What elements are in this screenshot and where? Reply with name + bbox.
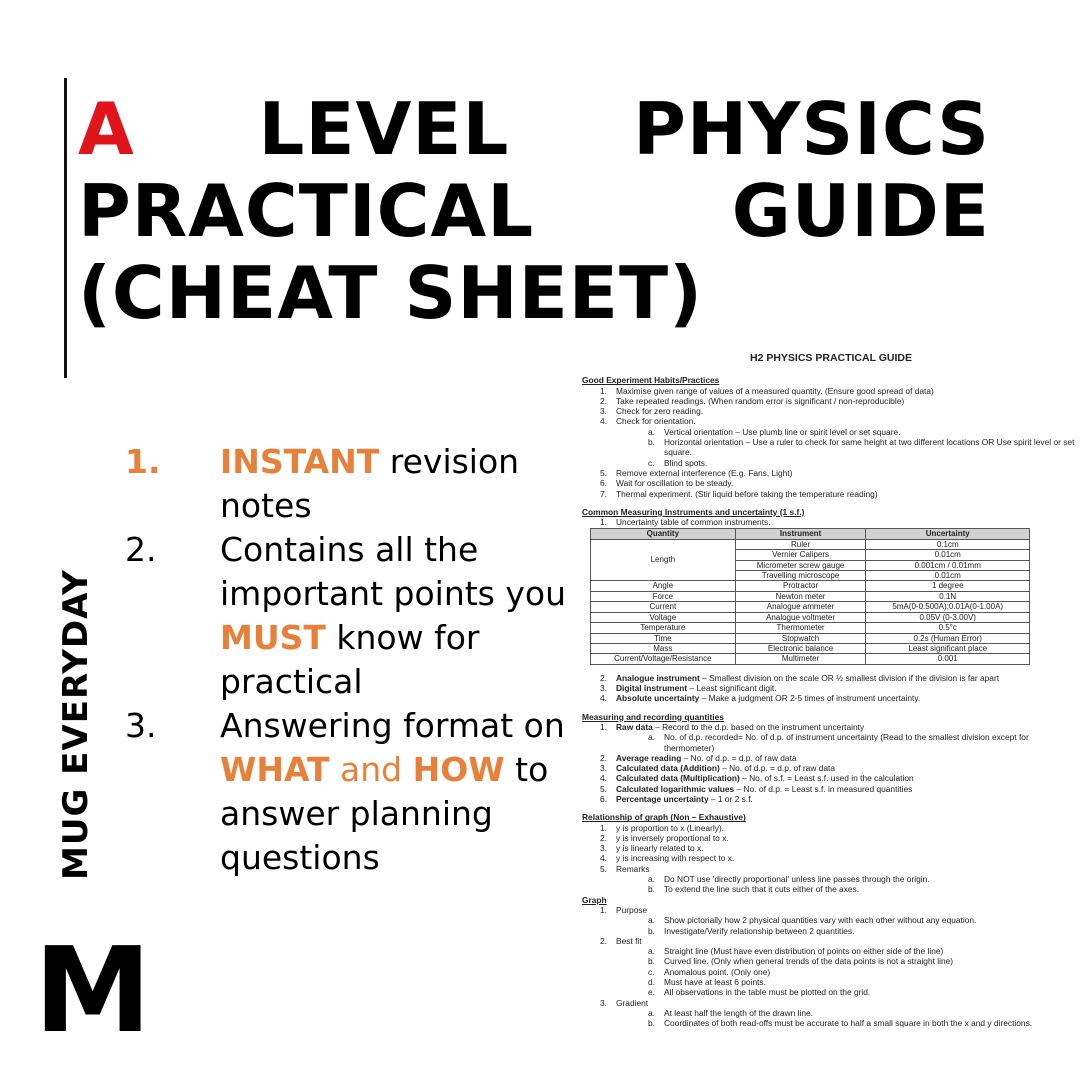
list-item-text: – Least significant digit. [687, 683, 777, 694]
list-item-text: Investigate/Verify relationship between 2 quantities. [664, 925, 855, 936]
table-row [591, 602, 1030, 612]
table-cell: Current/Voltage/Resistance [591, 654, 736, 664]
table-cell: Angle [591, 581, 736, 591]
point-body-text: Answering format on [220, 706, 565, 745]
list-item-text: All observations in the table must be plotted on the grid. [664, 987, 871, 998]
table-cell: Ruler [735, 539, 866, 549]
sub-list-item: c. Blind spots. [648, 457, 708, 468]
list-item: 2. y is inversely proportional to x. [600, 832, 729, 843]
section-heading-relationship: Relationship of graph (Non – Exhaustive) [582, 812, 746, 823]
list-item-text: Must have at least 6 points. [664, 977, 766, 988]
title-word-practical: PRACTICAL [78, 169, 535, 253]
list-item-text: Remove external interference (E.g. Fans, Light) [616, 467, 793, 478]
uncertainty-table [590, 528, 1030, 664]
list-item-text: To extend the line such that it cuts either of the axes. [664, 884, 860, 895]
feature-point-3 [125, 704, 585, 880]
table-cell: 0.1cm [866, 539, 1030, 549]
list-item [582, 693, 1080, 703]
sub-list-item: b. Coordinates of both read-offs must be accurate to half a small square in both the x and y directions. [648, 1018, 1033, 1029]
table-cell: Current [591, 602, 736, 612]
list-item-term: Absolute uncertainty [616, 693, 700, 704]
table-cell: Multimeter [735, 654, 866, 664]
table-cell: Protractor [735, 581, 866, 591]
list-item-text: y is inversely proportional to x. [616, 832, 729, 843]
table-cell: Micrometer screw gauge [735, 560, 866, 570]
point-highlight: MUST [220, 618, 326, 657]
list-item-text: – No. of d.p. = Least s.f. in measured quantities [734, 783, 913, 794]
list-item-text: Gradient [616, 997, 649, 1008]
list-item: 4. Check for orientation. [600, 416, 696, 427]
list-item-text: Vertical orientation – Use plumb line or spirit level or set square. [664, 426, 901, 437]
table-cell: 5mA(0-0.500A);0.01A(0-1.00A) [866, 602, 1030, 612]
table-row [591, 654, 1030, 664]
table-cell: 0.01cm [866, 550, 1030, 560]
list-item-text: No. of d.p. recorded= No. of d.p. of instrument uncertainty (Read to the smallest division except for thermometer) [664, 732, 1029, 753]
list-item-term: Calculated data (Multiplication) [616, 773, 740, 784]
point-body-text: know for practical [220, 618, 480, 701]
sub-list-item: a. No. of d.p. recorded= No. of d.p. of instrument uncertainty (Read to the smallest division except for thermometer) [582, 732, 1080, 753]
list-item: 3. Gradient [600, 997, 649, 1008]
section-heading-habits: Good Experiment Habits/Practices [582, 375, 720, 386]
sub-list-item: c. Anomalous point. (Only one) [648, 966, 771, 977]
list-number: 3. [600, 763, 607, 774]
list-item-term: Raw data [616, 721, 653, 732]
list-item [582, 763, 1080, 773]
list-item-text: y is linearly related to x. [616, 843, 704, 854]
list-item [582, 784, 1080, 794]
table-cell: 0.01cm [866, 571, 1030, 581]
list-item: 6. Wait for oscillation to be steady. [600, 478, 734, 489]
sub-list-item: d. Must have at least 6 points. [648, 977, 766, 988]
list-item: 3. y is linearly related to x. [600, 843, 704, 854]
list-item-text: – Smallest division on the scale OR ½ smallest division if the division is far apart [699, 672, 1000, 683]
table-cell: 1 degree [866, 581, 1030, 591]
list-item-text: Purpose [616, 904, 648, 915]
list-item-text: Maximise given range of values of a measured quantity. (Ensure good spread of data) [616, 385, 934, 396]
list-item-term: Calculated data (Addition) [616, 763, 720, 774]
table-row [591, 581, 1030, 591]
title-line-2 [78, 170, 990, 252]
sub-list-item: a. Straight line (Must have even distribution of points on either side of the line) [648, 946, 944, 957]
table-cell: Temperature [591, 623, 736, 633]
list-item: 2. Best fit [600, 935, 642, 946]
table-cell: Force [591, 591, 736, 601]
title-line-3 [78, 252, 990, 334]
table-cell: Vernier Calipers [735, 550, 866, 560]
list-item-text: Do NOT use 'directly proportional' unless line passes through the origin. [664, 874, 930, 885]
point-highlight-what: WHAT [220, 750, 330, 789]
list-item: 4. y is increasing with respect to x. [600, 853, 735, 864]
table-cell: 0.001 [866, 654, 1030, 664]
sub-list-item: e. All observations in the table must be plotted on the grid. [648, 987, 871, 998]
table-cell: Mass [591, 643, 736, 653]
list-item-text: Curved line. (Only when general trends of the data points is not a straight line) [664, 956, 954, 967]
list-item-text: Wait for oscillation to be steady. [616, 478, 734, 489]
table-cell: Thermometer [735, 623, 866, 633]
sub-list-item: a. Vertical orientation – Use plumb line or spirit level or set square. [648, 426, 901, 437]
list-item-term: Percentage uncertainty [616, 794, 709, 804]
table-cell: Voltage [591, 612, 736, 622]
list-item-text: – No. of d.p. = d.p. of raw data [681, 752, 797, 763]
title-accent-bar [64, 78, 67, 378]
table-cell: 0.5°c [866, 623, 1030, 633]
table-cell: Electronic balance [735, 643, 866, 653]
list-item-text: Best fit [616, 935, 642, 946]
list-item-text: Check for zero reading. [616, 406, 704, 417]
list-number: 6. [600, 794, 607, 804]
column-header: Instrument [735, 529, 866, 539]
sub-list-item: b. To extend the line such that it cuts either of the axes. [648, 884, 860, 895]
list-item-text: Check for orientation. [616, 416, 696, 427]
list-item [582, 683, 1080, 693]
list-item: 5. Remarks [600, 863, 650, 874]
title-word-physics: PHYSICS [633, 87, 990, 171]
table-row [591, 623, 1030, 633]
table-header-row [591, 529, 1030, 539]
list-item: 1. Uncertainty table of common instruments. [600, 517, 771, 528]
list-item-text: Coordinates of both read-offs must be accurate to half a small square in both the x and y directions. [664, 1018, 1033, 1029]
table-row [591, 633, 1030, 643]
section-heading-instruments: Common Measuring Instruments and uncertainty (1 s.f.) [582, 506, 805, 517]
point-text [220, 528, 585, 704]
guide-document-preview [582, 348, 1080, 1080]
sub-list-item: b. Curved line. (Only when general trends of the data points is not a straight line) [648, 956, 954, 967]
list-item-text: Take repeated readings. (When random error is significant / non-reproducible) [616, 395, 905, 406]
brand-vertical-text: MUG EVERYDAY [56, 569, 96, 880]
list-item-text: Horizontal orientation – Use a ruler to check for same height at two different locations OR Use spirit level or set square. [664, 437, 1075, 458]
feature-point-1 [125, 440, 585, 528]
list-item-text: Remarks [616, 863, 650, 874]
point-number: 1. [125, 442, 161, 481]
list-item [582, 794, 1080, 804]
list-item: 2. Take repeated readings. (When random error is significant / non-reproducible) [600, 395, 905, 406]
list-number: 4. [600, 773, 607, 784]
section-heading-recording: Measuring and recording quantities [582, 711, 724, 722]
list-item-term: Analogue instrument [616, 672, 700, 683]
table-cell: 0.05V (0-3.00V) [866, 612, 1030, 622]
list-number: 2. [600, 672, 607, 683]
list-item-term: Calculated logarithmic values [616, 783, 735, 794]
table-cell: Travelling microscope [735, 571, 866, 581]
table-cell: Time [591, 633, 736, 643]
list-item: 1. y is proportion to x (Linearly). [600, 822, 724, 833]
list-item-text: Straight line (Must have even distribution of points on either side of the line) [664, 946, 944, 957]
sub-list-item: a. Show pictorially how 2 physical quantities vary with each other without any equation. [648, 915, 977, 926]
point-body-text: Contains all the important points you [220, 530, 567, 613]
list-item: 7. Thermal experiment. (Stir liquid before taking the temperature reading) [600, 488, 878, 499]
sub-list-item: a. At least half the length of the drawn line. [648, 1007, 813, 1018]
title-word-guide: GUIDE [731, 169, 990, 253]
list-number: 3. [600, 683, 607, 694]
sub-list-item: a. Do NOT use 'directly proportional' unless line passes through the origin. [648, 874, 930, 885]
point-text [220, 440, 585, 528]
table-cell: Analogue voltmeter [735, 612, 866, 622]
list-item [582, 753, 1080, 763]
table-row [591, 643, 1030, 653]
list-item-text: – No. of s.f. = Least s.f. used in the calculation [739, 773, 914, 784]
point-highlight: INSTANT [220, 442, 380, 481]
table-cell: Newton meter [735, 591, 866, 601]
table-row [591, 591, 1030, 601]
list-number: 2. [600, 752, 607, 763]
column-header: Quantity [591, 529, 736, 539]
point-highlight-how: HOW [412, 750, 505, 789]
list-item-text: At least half the length of the drawn line. [664, 1007, 813, 1018]
title-word-a: A [78, 87, 135, 171]
list-item [582, 722, 1080, 732]
point-body-text: revision notes [220, 442, 520, 525]
list-item: 5. Remove external interference (E.g. Fans, Light) [600, 467, 793, 478]
feature-points [125, 440, 585, 880]
section-heading-graph: Graph [582, 894, 607, 905]
table-cell: Length [591, 539, 736, 581]
table-cell: 0.2s (Human Error) [866, 633, 1030, 643]
title-cheat-sheet: (CHEAT SHEET) [78, 251, 703, 335]
list-item-text: y is increasing with respect to x. [616, 853, 735, 864]
list-item: 1. Purpose [600, 904, 648, 915]
list-number: 5. [600, 783, 607, 794]
list-item: 3. Check for zero reading. [600, 406, 704, 417]
title-word-level: LEVEL [258, 87, 510, 171]
sub-list-item: b. Horizontal orientation – Use a ruler to check for same height at two different locations OR Use spirit level or set square. [582, 437, 1080, 458]
list-item-text: Blind spots. [664, 457, 708, 468]
table-cell: 0.1N [866, 591, 1030, 601]
list-item [582, 673, 1080, 683]
list-item: 1. Maximise given range of values of a measured quantity. (Ensure good spread of data) [600, 385, 934, 396]
list-item-text: – 1 or 2 s.f. [708, 794, 753, 804]
point-number: 3. [125, 706, 157, 745]
table-row [591, 539, 1030, 549]
list-number: 1. [600, 721, 607, 732]
list-item-term: Average reading [616, 752, 682, 763]
feature-point-2 [125, 528, 585, 704]
table-cell: Stopwatch [735, 633, 866, 643]
table-cell: Analogue ammeter [735, 602, 866, 612]
point-text [220, 704, 585, 880]
table-cell: 0.001cm / 0.01mm [866, 560, 1030, 570]
list-item-text: – Make a judgment OR 2-5 times of instrument uncertainty. [699, 693, 921, 704]
list-item-text: Anomalous point. (Only one) [664, 966, 771, 977]
page-title [78, 88, 990, 334]
table-cell: Least significant place [866, 643, 1030, 653]
title-line-1 [78, 88, 990, 170]
column-header: Uncertainty [866, 529, 1030, 539]
point-connector: and [329, 750, 413, 789]
document-title: H2 PHYSICS PRACTICAL GUIDE [750, 352, 912, 364]
list-item-text: Uncertainty table of common instruments. [616, 517, 771, 528]
list-item-term: Digital instrument [616, 683, 688, 694]
list-item [582, 773, 1080, 783]
brand-logo: M [34, 921, 152, 1059]
table-row [591, 612, 1030, 622]
sub-list-item: b. Investigate/Verify relationship between 2 quantities. [648, 925, 855, 936]
list-number: 4. [600, 693, 607, 704]
point-body-text: to answer planning questions [220, 750, 549, 877]
list-item-text: Show pictorially how 2 physical quantities vary with each other without any equation. [664, 915, 977, 926]
list-item-text: y is proportion to x (Linearly). [616, 822, 724, 833]
list-item-text: – No. of d.p. = d.p. of raw data [719, 763, 835, 774]
list-item-text: – Record to the d.p. based on the instrument uncertainty [652, 721, 865, 732]
point-number: 2. [125, 530, 157, 569]
list-item-text: Thermal experiment. (Stir liquid before taking the temperature reading) [616, 488, 878, 499]
